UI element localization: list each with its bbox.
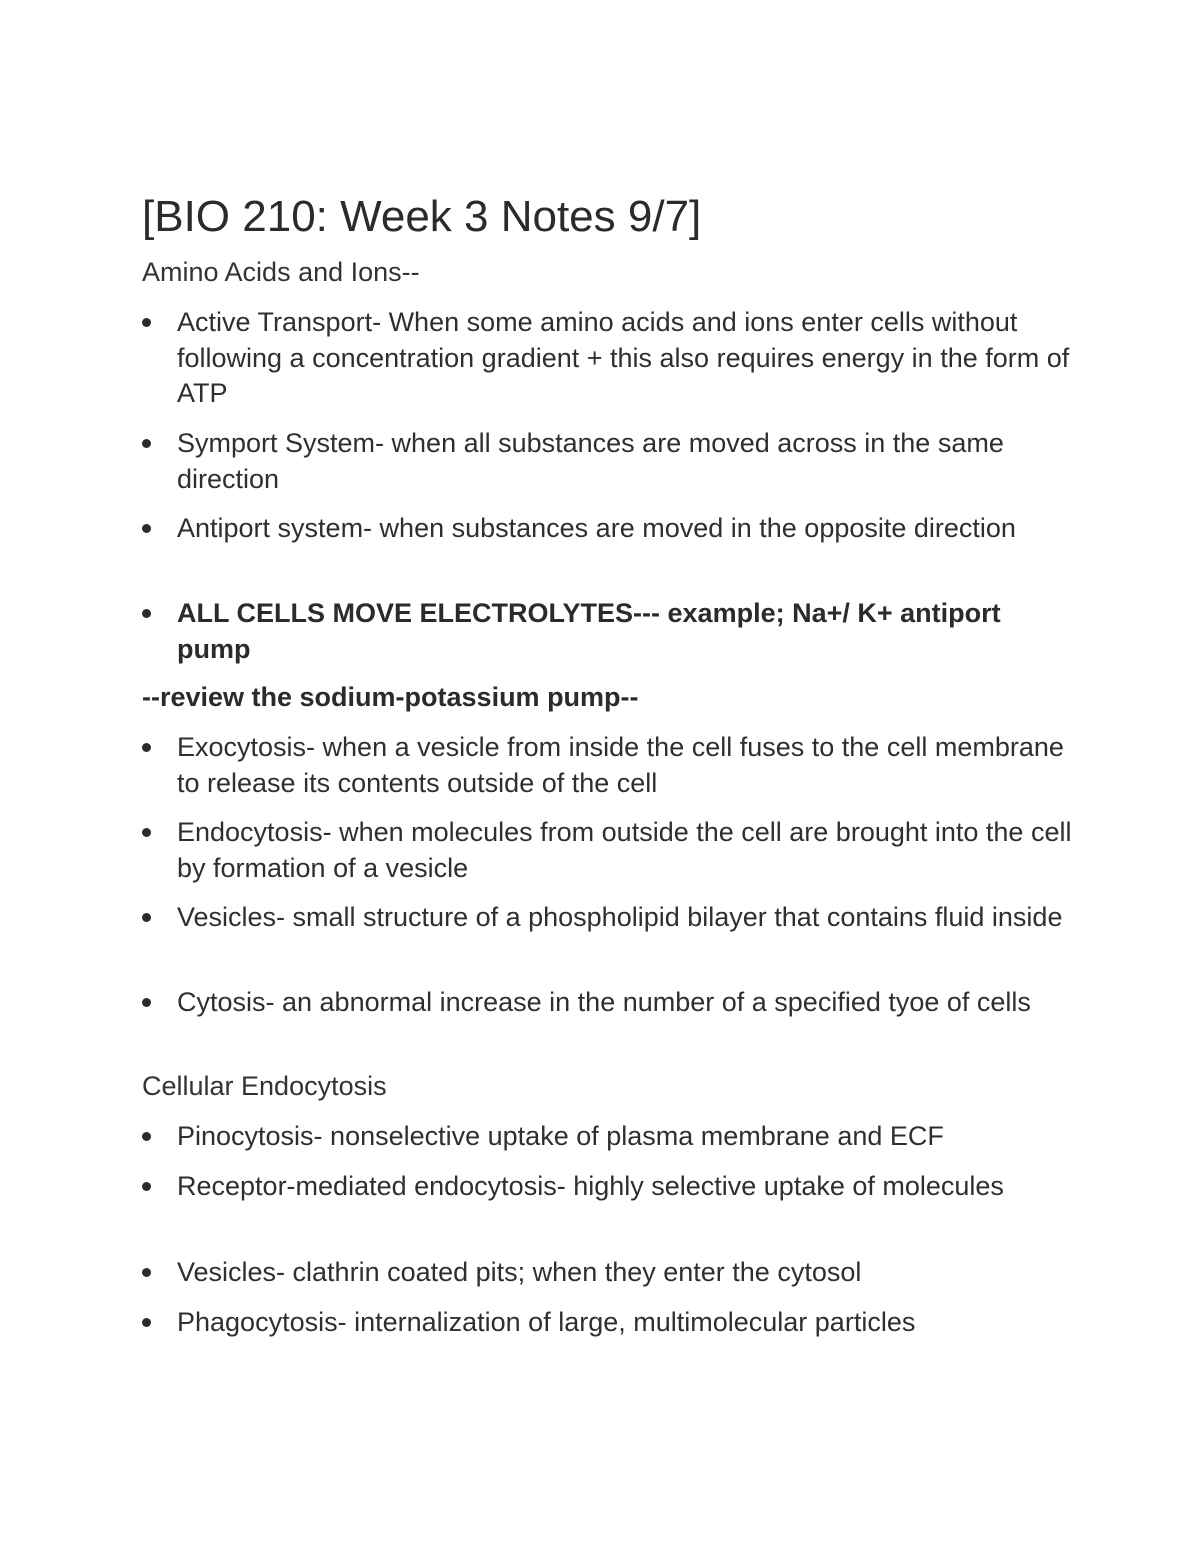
bullet-icon: [142, 913, 151, 922]
list-item: [142, 426, 1072, 497]
bullet-icon: [142, 1318, 151, 1327]
list-item-text: Symport System- when all substances are moved across in the same direction: [177, 428, 1004, 494]
list-item: [142, 1169, 1072, 1205]
list-item-text: Antiport system- when substances are moved in the opposite direction: [177, 513, 1016, 543]
bullet-icon: [142, 524, 151, 533]
list-item: [142, 1255, 1072, 1291]
bullet-icon: [142, 1132, 151, 1141]
section-heading-amino-acids: Amino Acids and Ions--: [142, 257, 420, 287]
list-item: [142, 815, 1072, 886]
bullet-icon: [142, 609, 151, 618]
list-item: [142, 1119, 1072, 1155]
list-item: [142, 985, 1072, 1021]
list-item-text: Active Transport- When some amino acids and ions enter cells without following a concentration gradient + this also requires energy in the form of ATP: [177, 307, 1070, 408]
review-note: --review the sodium-potassium pump--: [142, 682, 639, 712]
list-item: [142, 730, 1072, 801]
bullet-icon: [142, 743, 151, 752]
list-item-text: Vesicles- small structure of a phospholipid bilayer that contains fluid inside: [177, 902, 1063, 932]
list-item-text: Phagocytosis- internalization of large, multimolecular particles: [177, 1307, 916, 1337]
list-item-text: Endocytosis- when molecules from outside the cell are brought into the cell by formation of a vesicle: [177, 817, 1072, 883]
list-item-text: Cytosis- an abnormal increase in the number of a specified tyoe of cells: [177, 987, 1031, 1017]
list-item: [142, 305, 1072, 412]
list-item-text: Receptor-mediated endocytosis- highly selective uptake of molecules: [177, 1171, 1004, 1201]
list-item: [142, 511, 1072, 547]
list-item: [142, 596, 1072, 667]
list-item-text: Pinocytosis- nonselective uptake of plasma membrane and ECF: [177, 1121, 944, 1151]
list-item-text: Exocytosis- when a vesicle from inside the cell fuses to the cell membrane to release its contents outside of the cell: [177, 732, 1064, 798]
bullet-icon: [142, 439, 151, 448]
list-item-text: ALL CELLS MOVE ELECTROLYTES--- example; Na+/ K+ antiport pump: [177, 598, 1001, 664]
section-heading-cellular-endocytosis: Cellular Endocytosis: [142, 1071, 387, 1101]
list-item: [142, 900, 1072, 936]
bullet-icon: [142, 1182, 151, 1191]
page-title: [BIO 210: Week 3 Notes 9/7]: [142, 192, 702, 241]
bullet-icon: [142, 828, 151, 837]
bullet-icon: [142, 998, 151, 1007]
list-item-text: Vesicles- clathrin coated pits; when they enter the cytosol: [177, 1257, 862, 1287]
list-item: [142, 1305, 1072, 1341]
bullet-icon: [142, 318, 151, 327]
bullet-icon: [142, 1268, 151, 1277]
